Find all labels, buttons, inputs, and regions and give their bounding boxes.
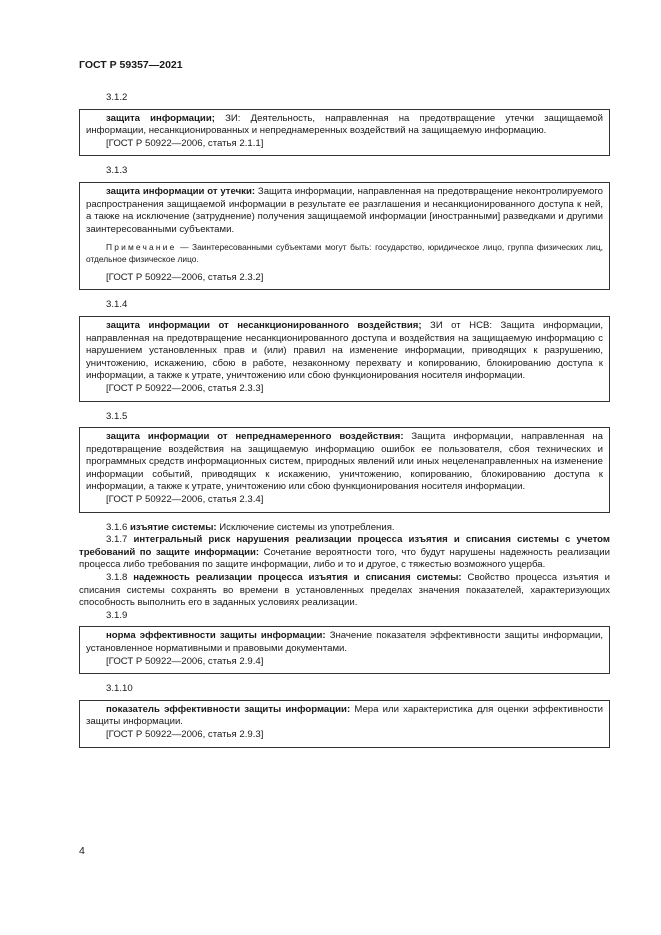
definition: Мера или характеристика для оценки эффективности защиты информации.: [86, 703, 603, 728]
definition: Свойство процесса изъятия и списания системы сохранять во времени в установленных пределах значения показателей, характеризующих способность выполнить его в заданных условиях реализации.: [79, 572, 610, 609]
note-text: — Заинтересованными субъектами могут быть: государство, юридическое лицо, группа физических лиц, отдельное физическое лицо.: [86, 242, 603, 264]
note-label: Примечание: [106, 242, 177, 253]
source-reference: [ГОСТ Р 50922—2006, статья 2.3.3]: [106, 382, 264, 394]
definition: Защита информации, направленная на предотвращение воздействия на защищаемую информацию ошибок ее пользователя, сбоя технических и программных средств информационных систем, природных явлений или иных нецеленаправленных на изменение информации событий, приводящих к искажению, уничтожению, копированию, блокированию доступа к информации, а также к утрате, уничтожению или сбою функционирования носителя информации.: [86, 431, 603, 493]
clause-number: 3.1.4: [106, 299, 128, 311]
clause-number: 3.1.8: [106, 572, 128, 584]
term: защита информации от несанкционированного воздействия;: [106, 319, 422, 331]
term: интегральный риск нарушения реализации процесса изъятия и списания системы с учетом требований по защите информации:: [79, 534, 610, 558]
clause-number: 3.1.5: [106, 410, 128, 422]
clause-number: 3.1.9: [106, 609, 128, 621]
definition-box: [79, 182, 610, 290]
definition-box: [79, 700, 610, 748]
note: [86, 242, 603, 264]
definition-box: [79, 316, 610, 402]
term: защита информации от утечки:: [106, 185, 256, 197]
definition-text: [86, 186, 603, 236]
definition: Исключение системы из употребления.: [216, 521, 395, 533]
clause-number: 3.1.2: [106, 92, 128, 103]
term: норма эффективности защиты информации:: [106, 630, 326, 642]
definition-paragraph: [79, 534, 610, 572]
definition-box: [79, 626, 610, 674]
definition-text: [86, 630, 603, 655]
document-header: ГОСТ Р 59357—2021: [79, 59, 183, 71]
definition-text: [86, 320, 603, 383]
document-body: [79, 92, 610, 757]
definition-paragraph: [79, 522, 610, 535]
clause-number: 3.1.3: [106, 165, 128, 177]
definition-text: [86, 704, 603, 729]
clause-number: 3.1.10: [106, 683, 133, 695]
term: защита информации от непреднамеренного воздействия:: [106, 431, 404, 443]
source-reference: [ГОСТ Р 50922—2006, статья 2.9.3]: [106, 728, 264, 740]
source-reference: [ГОСТ Р 50922—2006, статья 2.3.4]: [106, 494, 264, 506]
free-definitions: [79, 522, 610, 610]
definition-text: [86, 431, 603, 494]
clause-number: 3.1.7: [106, 534, 128, 546]
page-number: 4: [79, 845, 85, 857]
definition-box: [79, 109, 610, 157]
term: защита информации;: [106, 112, 215, 124]
definition: ЗИ от НСВ: Защита информации, направленная на предотвращение несанкционированного доступа и воздействия на защищаемую информацию с нарушением установленных прав и (или) правил на изменение информации, приводящих к разрушению, уничтожению, искажению, сбою в работе, незаконному перехвату и копированию, блокированию доступа к информации, а также к утрате, уничтожению или сбою функционирования носителя информации.: [86, 319, 603, 382]
definition-box: [79, 427, 610, 513]
definition: Значение показателя эффективности защиты информации, установленное нормативными и правовыми документами.: [86, 630, 604, 654]
source-reference: [ГОСТ Р 50922—2006, статья 2.9.4]: [106, 655, 264, 667]
definition: ЗИ: Деятельность, направленная на предотвращение утечки защищаемой информации, несанкционированных и непреднамеренных воздействий на защищаемую информацию.: [86, 112, 604, 137]
term: изъятие системы:: [130, 521, 217, 533]
source-reference: [ГОСТ Р 50922—2006, статья 2.3.2]: [106, 271, 264, 283]
source-reference: [ГОСТ Р 50922—2006, статья 2.1.1]: [106, 137, 264, 149]
term: надежность реализации процесса изъятия и списания системы:: [133, 572, 462, 584]
definition-paragraph: [79, 572, 610, 610]
term: показатель эффективности защиты информации:: [106, 703, 351, 715]
clause-number: 3.1.6: [106, 521, 128, 533]
definition-text: [86, 113, 603, 138]
definition: Защита информации, направленная на предотвращение неконтролируемого распространения защищаемой информации в результате ее разглашения и несанкционированного доступа к ней, а также на исключение (затруднение) получения защищаемой информации [иностранными] разведками и другими заинтересованными субъектами.: [86, 185, 603, 235]
definition: Сочетание вероятности того, что будут нарушены надежность реализации процесса либо требования по защите информации, либо и то и другое, с тяжестью возможного ущерба.: [79, 546, 610, 571]
